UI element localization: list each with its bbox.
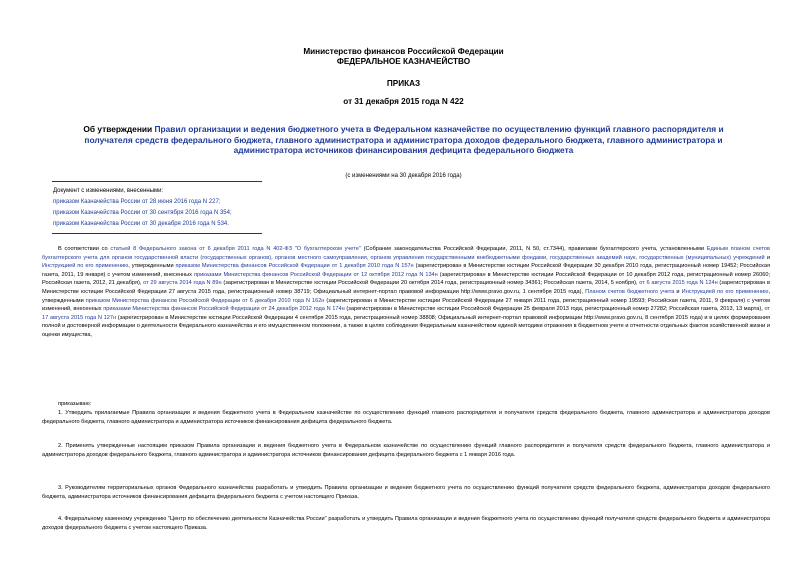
- order-word: ПРИКАЗ: [386, 79, 421, 88]
- ministry-name: Министерство финансов Российской Федерации: [303, 47, 504, 56]
- preamble-text: и: [674, 288, 682, 295]
- order-point-3: 3. Руководителям территориальных органов Федерального казначейства разработать и утвердить Правила организации и ведения бюджетного учета по осуществлению функций получателя средств федерального бюджета, администратора доходов федерального бюджета, администратора источников финансирования дефицита федерального бюджета с учетом настоящего Приказа.: [42, 485, 770, 500]
- preamble-text: и: [764, 254, 770, 261]
- edition-note: (с изменениями на 30 декабря 2016 года): [345, 173, 462, 179]
- preamble-link[interactable]: статьей 8 Федерального закона от 6 декабря 2011 года N 402-ФЗ "О бухгалтерском учете": [110, 246, 361, 252]
- preamble-text: (зарегистрирован в Министерстве юстиции Российской Федерации 20 октября 2014 года, регистрационный номер 34361; Российская газета, 2014, 5 ноября),: [221, 280, 640, 287]
- org-header: [0, 47, 807, 67]
- preamble-link[interactable]: приказами Министерства финансов Российской Федерации от 12 октября 2012 года N 134н: [193, 271, 438, 278]
- preamble-link[interactable]: Планом счетов бюджетного учета: [585, 288, 675, 295]
- preamble-link[interactable]: Единым планом счетов бухгалтерского учета для органов государственной власти (государственных органов), органов местного самоуправления, органов управления государственными внебюджетными фондами, государственных академий наук, государственных (муниципальных) учреждений: [42, 246, 770, 261]
- preamble-text: (зарегистрирован в Министерстве юстиции Российской Федерации 25 февраля 2013 года, регистрационный номер 27282; Российская газета, 2013, 13 марта),: [344, 306, 765, 313]
- preamble-link[interactable]: от 17 августа 2015 года N 127н: [42, 306, 770, 321]
- preamble-text: , утвержденными: [42, 288, 770, 304]
- document-title: [60, 124, 747, 156]
- order-point-2: 2. Применять утвержденные настоящим приказом Правила организации и ведения бюджетного учета в Федеральном казначействе по осуществлению функций главного распорядителя и получателя средств федерального бюджета, главного администратора и администратора доходов федерального бюджета, главного администратора и администратора источников финансирования дефицита федерального бюджета с 1 января 2016 года.: [42, 443, 770, 458]
- preamble-text: (зарегистрирован в Министерстве юстиции Российской Федерации от 10 декабря 2012 года, регистрационный номер 26060; Российская газета, 2012, 21 декабря),: [42, 271, 771, 287]
- changes-block: [53, 186, 232, 230]
- order-lead: приказываю:: [58, 401, 92, 407]
- title-prefix: Об утверждении: [83, 124, 155, 134]
- treasury-name: ФЕДЕРАЛЬНОЕ КАЗНАЧЕЙСТВО: [336, 57, 471, 66]
- preamble-link[interactable]: от 29 августа 2014 года N 89н: [143, 280, 222, 287]
- preamble-text: (зарегистрирован в Министерстве юстиции Российской Федерации 27 августа 2015 года, регистрационный номер 38719; Официальный интернет-портал правовой информации http://www.pravo.gov.ru, 1 сентября 2015 года),: [42, 280, 770, 295]
- change-link[interactable]: приказом Казначейства России от 30 сентября 2016 года N 354;: [53, 210, 232, 216]
- preamble-link[interactable]: приказами Министерства финансов Российской Федерации от 24 декабря 2012 года N 174н: [103, 306, 345, 313]
- preamble-text: , утвержденными: [128, 263, 176, 270]
- preamble-link[interactable]: приказом Министерства финансов Российской Федерации от 1 декабря 2010 года N 157н: [175, 263, 414, 270]
- preamble-text: (зарегистрирован в Министерстве юстиции Российской Федерации 27 января 2011 года, регистрационный номер 19593; Российская газета, 2011, 9 февраля) с учетом изменений, внесенных: [42, 297, 770, 313]
- changes-heading: Документ с изменениями, внесенными:: [53, 188, 164, 194]
- preamble-link[interactable]: приказом Министерства финансов Российской Федерации от 6 декабря 2010 года N 162н: [85, 297, 325, 304]
- preamble-link[interactable]: от 6 августа 2015 года N 124н: [639, 280, 718, 287]
- preamble-text: (зарегистрирован в Министерстве юстиции Российской Федерации 4 сентября 2015 года, регистрационный номер 38808; Официальный интернет-портал правовой информации http://www.pravo.gov.ru, 8 сентября 2015 года) и в целях формирования полной и достоверной информации о деятельности Федерального казначейства и его имущественном положении, а также в целях соблюдения Федеральным казначейством единой методики отражения в бюджетном учете и отчетности отдельных фактов хозяйственной жизни и оценки имущества,: [42, 314, 770, 338]
- order-date: от 31 декабря 2015 года N 422: [343, 97, 464, 106]
- preamble-text: (зарегистрирован в Министерстве юстиции Российской Федерации 30 декабря 2010 года, регистрационный номер 19452; Российская газета, 2011, 19 января) с учетом изменений, внесенных: [42, 263, 770, 278]
- preamble-link[interactable]: Инструкцией по его применению: [681, 288, 769, 295]
- preamble-link[interactable]: Инструкцией по его применению: [42, 263, 129, 270]
- preamble-text: (Собрание законодательства Российской Федерации, 2011, N 50, ст.7344), правилами бухгалтерского учета, установленными: [360, 246, 707, 252]
- order-point-1: 1. Утвердить прилагаемые Правила организации и ведения бюджетного учета в Федеральном казначействе по осуществлению функций главного распорядителя и получателя средств федерального бюджета, главного администратора и администратора доходов федерального бюджета, главного администратора и администратора источников финансирования дефицита федерального бюджета.: [42, 410, 770, 425]
- order-point-4: 4. Федеральному казенному учреждению "Центр по обеспечению деятельности Казначейства России" разработать и утвердить Правила организации и ведения бюджетного учета по осуществлению функций получателя средств федерального бюджета и администратора доходов федерального бюджета с учетом настоящего Приказа.: [42, 516, 770, 531]
- preamble-paragraph: [42, 245, 770, 340]
- changes-bottom-divider: [52, 233, 262, 234]
- changes-top-divider: [52, 181, 262, 182]
- title-link[interactable]: Правил организации и ведения бюджетного учета в Федеральном казначействе по осуществлению функций главного распорядителя и получателя средств федерального бюджета, главного администратора и администратора доходов федерального бюджета, главного администратора и администратора источников финансирования дефицита федерального бюджета: [84, 124, 724, 155]
- change-link[interactable]: приказом Казначейства России от 30 декабря 2016 года N 534.: [53, 221, 229, 227]
- change-link[interactable]: приказом Казначейства России от 28 июня 2016 года N 227;: [53, 199, 221, 205]
- preamble-text: В соответствии со: [58, 246, 111, 252]
